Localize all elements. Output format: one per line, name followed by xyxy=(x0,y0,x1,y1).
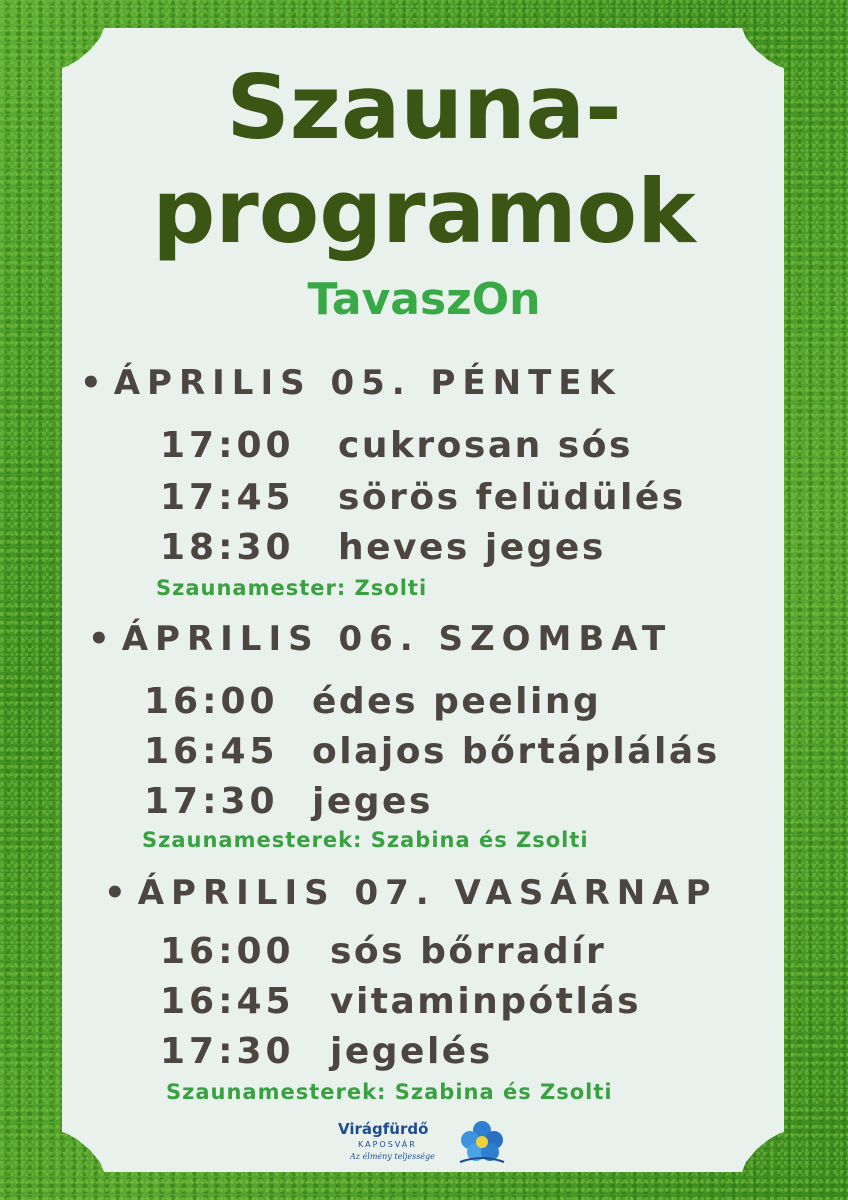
session-row xyxy=(144,731,720,772)
flower-logo-icon xyxy=(456,1118,508,1166)
session-name: sörös felüdülés xyxy=(338,477,686,518)
session-row xyxy=(160,1031,493,1072)
session-name: jegelés xyxy=(330,1031,493,1072)
day-heading-text: ÁPRILIS 06. SZOMBAT xyxy=(121,619,673,659)
session-row xyxy=(160,931,607,972)
session-time: 16:00 xyxy=(144,681,279,722)
session-name: heves jeges xyxy=(338,527,606,568)
session-time: 18:30 xyxy=(160,527,295,568)
logo-slogan: Az élmény teljessége xyxy=(350,1152,435,1161)
session-time: 17:45 xyxy=(160,477,295,518)
session-name: vitaminpótlás xyxy=(330,981,642,1022)
session-name: édes peeling xyxy=(312,681,602,722)
logo-city: KAPOSVÁR xyxy=(358,1140,417,1149)
session-time: 17:30 xyxy=(160,1031,295,1072)
session-row xyxy=(160,425,633,466)
day-heading-text: ÁPRILIS 05. PÉNTEK xyxy=(113,363,622,403)
session-name: jeges xyxy=(312,781,433,822)
day-heading-saturday xyxy=(88,619,673,659)
session-time: 16:00 xyxy=(160,931,295,972)
viragfurdo-logo xyxy=(338,1116,514,1172)
logo-name: Virágfürdő xyxy=(338,1120,429,1138)
page-subtitle: TavaszOn xyxy=(307,274,541,325)
bullet: • xyxy=(88,619,110,659)
session-row xyxy=(160,477,686,518)
bullet: • xyxy=(104,873,126,913)
day-heading-friday xyxy=(80,363,622,403)
sauna-master-credit: Szaunamester: Zsolti xyxy=(156,576,428,600)
session-time: 17:00 xyxy=(160,425,295,466)
sauna-master-credit: Szaunamesterek: Szabina és Zsolti xyxy=(166,1080,613,1104)
session-row xyxy=(160,527,606,568)
session-time: 16:45 xyxy=(144,731,279,772)
session-name: olajos bőrtáplálás xyxy=(312,731,720,772)
session-name: sós bőrradír xyxy=(330,931,607,972)
session-row xyxy=(144,781,433,822)
bullet: • xyxy=(80,363,102,403)
page-title-line-1: Szauna- xyxy=(226,56,622,159)
session-time: 16:45 xyxy=(160,981,295,1022)
session-row xyxy=(160,981,642,1022)
day-heading-text: ÁPRILIS 07. VASÁRNAP xyxy=(137,873,718,913)
page-title-line-2: programok xyxy=(152,160,696,263)
session-row xyxy=(144,681,602,722)
sauna-master-credit: Szaunamesterek: Szabina és Zsolti xyxy=(142,828,589,852)
session-time: 17:30 xyxy=(144,781,279,822)
day-heading-sunday xyxy=(104,873,718,913)
session-name: cukrosan sós xyxy=(338,425,633,466)
